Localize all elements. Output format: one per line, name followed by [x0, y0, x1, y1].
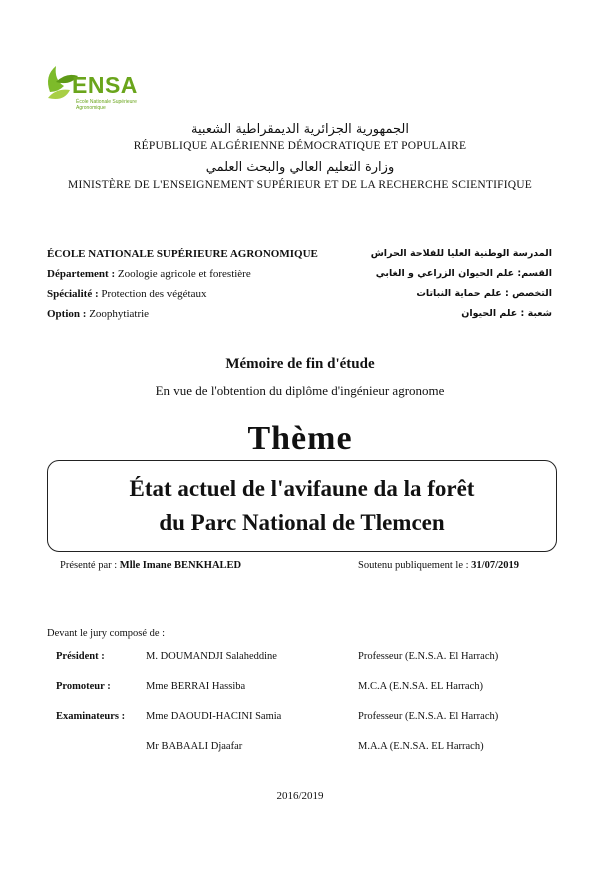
jury-table [56, 651, 576, 771]
memoir-subtitle: En vue de l'obtention du diplôme d'ingénieur agronome [155, 383, 445, 398]
jury-role: Promoteur : [56, 681, 111, 692]
department-value: Zoologie agricole et forestière [117, 268, 251, 280]
ministry-arabic: وزارة التعليم العالي والبحث العلمي [205, 160, 395, 175]
jury-title: Professeur (E.N.S.A. El Harrach) [358, 651, 499, 662]
academic-year: 2016/2019 [276, 790, 324, 802]
ensa-logo [42, 62, 152, 112]
presented-label: Présenté par : [60, 560, 118, 571]
defended-label: Soutenu publiquement le : [358, 560, 469, 571]
option-value: Zoophytiatrie [89, 308, 150, 320]
jury-title: M.C.A (E.N.SA. EL Harrach) [358, 681, 484, 692]
defended-date: 31/07/2019 [471, 560, 519, 571]
memoir-title: Mémoire de fin d'étude [225, 356, 375, 372]
ministry-french: MINISTÈRE DE L'ENSEIGNEMENT SUPÉRIEUR ET DE LA RECHERCHE SCIENTIFIQUE [68, 179, 532, 191]
republic-french: RÉPUBLIQUE ALGÉRIENNE DÉMOCRATIQUE ET POPULAIRE [133, 140, 467, 152]
republic-arabic: الجمهورية الجزائرية الديمقراطية الشعبية [191, 122, 409, 137]
option-label: Option : [47, 308, 87, 320]
jury-role: Président : [56, 651, 105, 662]
jury-row [56, 711, 576, 741]
school-info-arabic [340, 244, 552, 324]
presented-by [60, 560, 241, 571]
defended-on [358, 560, 519, 571]
jury-name: Mme DAOUDI-HACINI Samia [146, 711, 282, 722]
thesis-title-line1: État actuel de l'avifaune da la forêt [129, 476, 475, 501]
department-arabic: القسم: علم الحيوان الزراعي و الغابي [375, 268, 552, 279]
speciality-value: Protection des végétaux [101, 288, 207, 300]
department-label: Département : [47, 268, 116, 280]
thesis-title [48, 461, 556, 540]
logo-text: ENSA [72, 72, 138, 98]
jury-title: M.A.A (E.N.SA. EL Harrach) [358, 741, 484, 752]
thesis-title-box [47, 460, 557, 552]
jury-name: Mr BABAALI Djaafar [146, 741, 243, 752]
option-arabic: شعبة : علم الحيوان [461, 308, 552, 319]
jury-title: Professeur (E.N.S.A. El Harrach) [358, 711, 499, 722]
logo-subtitle: École Nationale Supérieure Agronomique [76, 99, 137, 111]
thesis-title-line2: du Parc National de Tlemcen [159, 510, 445, 535]
jury-name: Mme BERRAI Hassiba [146, 681, 246, 692]
jury-name: M. DOUMANDJI Salaheddine [146, 651, 277, 662]
school-name: ÉCOLE NATIONALE SUPÉRIEURE AGRONOMIQUE [47, 248, 318, 260]
speciality-label: Spécialité : [47, 288, 99, 300]
school-name-arabic: المدرسة الوطنية العليا للفلاحة الحراش [370, 248, 552, 259]
jury-row [56, 651, 576, 681]
school-info-french [47, 244, 367, 324]
jury-role: Examinateurs : [56, 711, 126, 722]
presented-name: Mlle Imane BENKHALED [119, 560, 242, 571]
jury-intro: Devant le jury composé de : [47, 628, 166, 639]
speciality-arabic: التخصص : علم حماية النباتات [416, 288, 552, 299]
jury-row [56, 681, 576, 711]
jury-row [56, 741, 576, 771]
theme-label: Thème [247, 420, 353, 457]
